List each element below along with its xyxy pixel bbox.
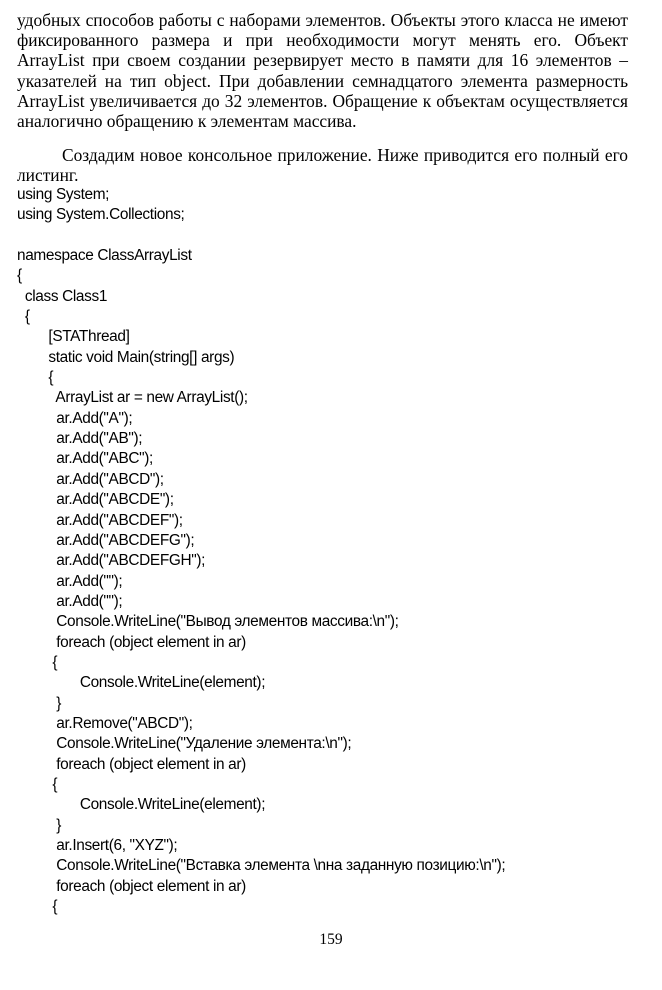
code-line: Console.WriteLine(element); — [17, 796, 266, 814]
code-line: ar.Add(""); — [17, 592, 123, 610]
code-line: ArrayList ar = new ArrayList(); — [17, 389, 248, 407]
code-line: } — [17, 694, 62, 712]
code-line: { — [17, 267, 22, 285]
code-line: ar.Add(""); — [17, 572, 123, 590]
code-line: Console.WriteLine("Удаление элемента:\n"); — [17, 735, 352, 753]
code-line: { — [17, 898, 58, 916]
code-line: Console.WriteLine("Вывод элементов массива:\n"); — [17, 613, 399, 631]
code-line: namespace ClassArrayList — [17, 247, 192, 265]
code-line: ar.Add("ABCD"); — [17, 470, 164, 488]
code-line: ar.Add("A"); — [17, 409, 133, 427]
code-line: { — [17, 369, 54, 387]
code-line: using System; — [17, 186, 110, 203]
code-line: using System.Collections; — [17, 206, 185, 224]
code-line: Console.WriteLine(element); — [17, 674, 266, 692]
code-line: ar.Add("ABCDEFGH"); — [17, 552, 206, 570]
code-line: { — [17, 653, 58, 671]
code-line: ar.Add("ABCDEFG"); — [17, 531, 195, 549]
code-line: Console.WriteLine("Вставка элемента \nна заданную позицию:\n"); — [17, 857, 506, 875]
code-line: static void Main(string[] args) — [17, 348, 235, 366]
body-paragraph-listing-intro: Создадим новое консольное приложение. Ниже приводится его полный его листинг. — [17, 145, 628, 186]
code-line: ar.Insert(6, "XYZ"); — [17, 837, 178, 854]
code-line: ar.Add("ABCDE"); — [17, 491, 174, 509]
code-line: foreach (object element in ar) — [17, 633, 246, 651]
page-number: 159 — [319, 931, 343, 948]
code-line: { — [17, 775, 58, 793]
code-line: [STAThread] — [17, 328, 130, 346]
code-line: foreach (object element in ar) — [17, 755, 246, 773]
code-listing — [17, 185, 647, 917]
code-line: class Class1 — [17, 287, 108, 305]
code-line: ar.Remove("ABCD"); — [17, 714, 193, 732]
code-line — [17, 226, 647, 246]
code-line: } — [17, 816, 62, 834]
body-paragraph-arraylist: удобных способов работы с наборами элементов. Объекты этого класса не имеют фиксированного размера и при необходимости могут менять его. Объект ArrayList при своем создании резервирует место в памяти для 16 элементов – указателей на тип object. При добавлении семнадцатого элемента размерность ArrayList увеличивается до 32 элементов. Обращение к объектам осуществляется аналогично обращению к элементам массива. — [17, 10, 628, 132]
code-line: ar.Add("AB"); — [17, 430, 143, 448]
code-line: ar.Add("ABC"); — [17, 450, 153, 468]
code-line: foreach (object element in ar) — [17, 877, 246, 895]
code-line: { — [17, 308, 30, 326]
code-line: ar.Add("ABCDEF"); — [17, 511, 183, 529]
